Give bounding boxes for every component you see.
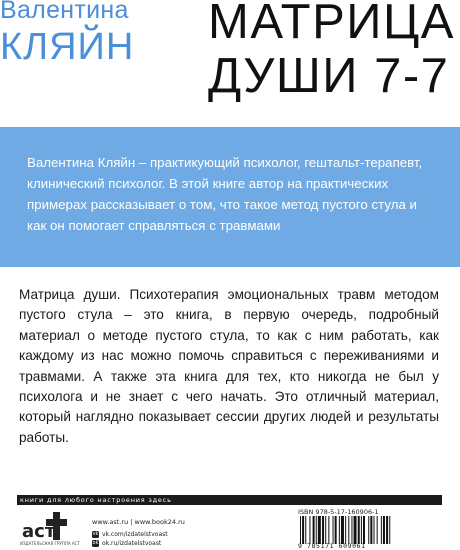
author-bio: Валентина Кляйн – практикующий психолог, гештальт-терапевт, клинический психолог. В этой книге автор на практических примерах рассказывает о том, что такое метод пустого стула и как он помогает справляться с травмами <box>27 155 423 233</box>
barcode-bar <box>300 516 301 544</box>
barcode-bar <box>370 516 372 544</box>
barcode-bar <box>328 516 329 544</box>
barcode-bar <box>348 516 349 544</box>
book-title-line-2: ДУШИ 7-7 <box>208 49 450 103</box>
barcode-bar <box>377 516 378 544</box>
publisher-name: ИЗДАТЕЛЬСКАЯ ГРУППА АСТ <box>20 541 80 546</box>
social-link-ok[interactable] <box>92 540 161 547</box>
barcode-bar <box>358 516 360 544</box>
barcode-bar <box>316 516 317 544</box>
logo-wordmark: аст <box>22 521 56 542</box>
ok-icon: ok <box>92 540 99 546</box>
barcode-bar <box>325 516 326 544</box>
series-slogan: книги для любого настроения здесь <box>20 496 172 504</box>
barcode-bar <box>363 516 365 544</box>
isbn-number: ISBN 978-5-17-160906-1 <box>298 508 379 516</box>
ast-logo-icon <box>20 510 80 542</box>
barcode-bar <box>381 516 382 544</box>
barcode-bar <box>386 516 388 544</box>
barcode-image <box>298 516 436 544</box>
author-last-name: КЛЯЙН <box>0 26 135 68</box>
vk-icon: vk <box>92 531 99 537</box>
barcode-bar <box>318 516 321 544</box>
book-title-line-1: МАТРИЦА <box>208 0 455 49</box>
barcode-bar <box>383 516 385 544</box>
barcode-bar <box>335 516 337 544</box>
barcode-bar <box>322 516 324 544</box>
barcode-bar <box>333 516 334 544</box>
barcode-bar <box>302 516 304 544</box>
barcode-bar <box>345 516 346 544</box>
book-description: Матрица души. Психотерапия эмоциональных травм методом пустого стула – это книга, в первую очередь, подробный материал о методе пустого стула, то как с ним работать, как каждому из нас можно помочь справиться с переживаниями и травмами. А также эта книга для тех, кто никогда не был у психолога и не знает с чего начать. Это отличный материал, который наглядно показывает сессии других людей и результаты работы. <box>19 287 439 445</box>
website-links[interactable]: www.ast.ru | www.book24.ru <box>92 518 185 526</box>
barcode-bar <box>313 516 315 544</box>
barcode-bar <box>374 516 375 544</box>
barcode-bar <box>309 516 310 544</box>
barcode-bar <box>305 516 306 544</box>
barcode-bar <box>354 516 357 544</box>
social-link-text: vk.com/izdatelstvoast <box>102 531 168 538</box>
barcode-bar <box>368 516 369 544</box>
barcode-bar <box>341 516 344 544</box>
social-link-vk[interactable] <box>92 531 168 538</box>
social-link-text: ok.ru/izdatelstvoast <box>102 540 162 547</box>
barcode-bar <box>361 516 362 544</box>
barcode-bar <box>339 516 340 544</box>
barcode-bar <box>351 516 352 544</box>
barcode-bar <box>389 516 390 544</box>
author-first-name: Валентина <box>0 0 129 24</box>
barcode-number: 9 785171 609061 <box>298 542 366 550</box>
